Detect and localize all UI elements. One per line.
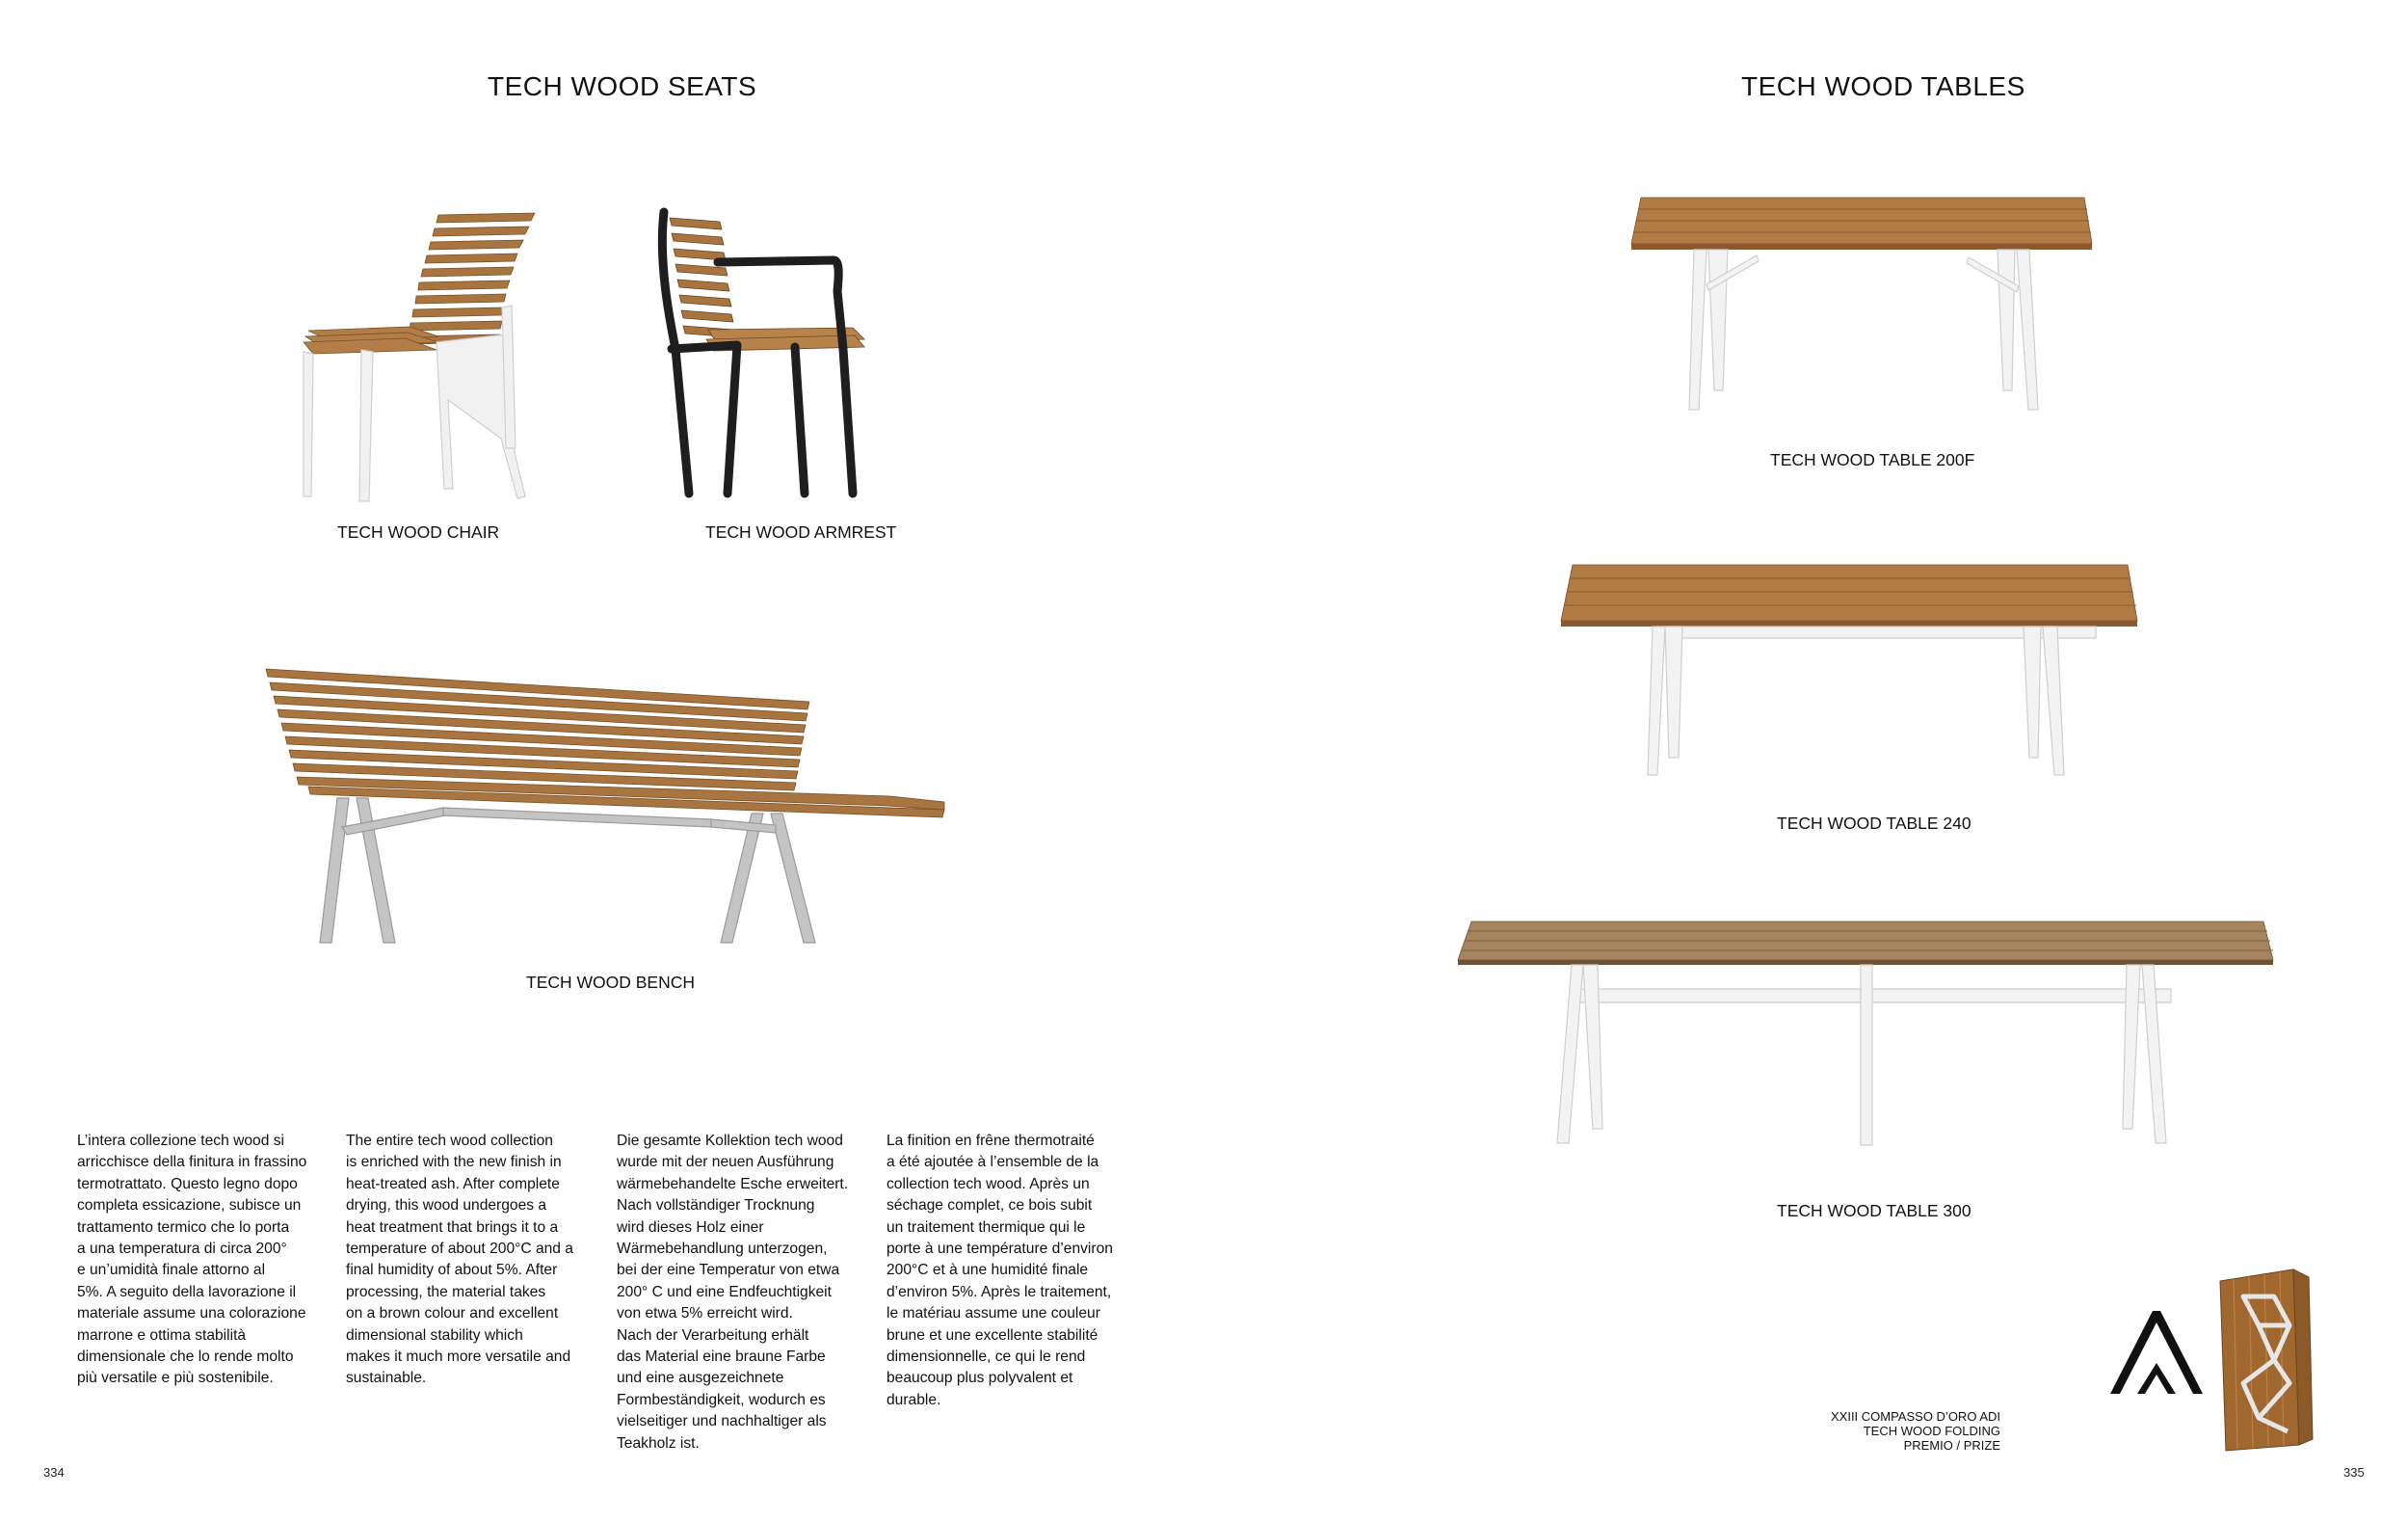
- compasso-doro-logo: [2108, 1309, 2205, 1396]
- bench-image: [251, 663, 944, 952]
- text-column-german: Die gesamte Kollektion tech wood wurde mit der neuen Ausführung wärmebehandelte Esche erweitert. Nach vollständiger Trocknung wird dieses Holz einer Wärmebehandlung unterzogen, bei der eine Temperatur von etwa 200° C und eine Endfeuchtigkeit von etwa 5% erreicht wird. Nach der Verarbeitung erhält das Material eine braune Farbe und eine ausgezeichnete Formbeständigkeit, wodurch es vielseitiger und nachhaltiger als Teakholz ist.: [617, 1133, 849, 1452]
- prize-caption: [1779, 1409, 2000, 1453]
- prize-line-2: TECH WOOD FOLDING: [1863, 1424, 2000, 1438]
- text-column-french: La finition en frêne thermotraité a été ajoutée à l’ensemble de la collection tech wood. Après un séchage complet, ce bois subit un traitement thermique qui le porte à une température d’environ 200°C et à une humidité finale d’environ 5%. Après le traitement, le matériau assume une couleur brune et une excellente stabilité dimensionnelle, ce qui le rend beaucoup plus polyvalent et durable.: [886, 1133, 1113, 1408]
- table-240-caption: TECH WOOD TABLE 240: [1777, 814, 1971, 833]
- armrest-caption: TECH WOOD ARMREST: [705, 522, 897, 542]
- text-column-english: The entire tech wood collection is enriched with the new finish in heat-treated ash. After complete drying, this wood undergoes a heat treatment that brings it to a temperature of about 200°C and a final humidity of about 5%. After processing, the material takes on a brown colour and excellent dimensional stability which makes it much more versatile and sustainable.: [346, 1133, 573, 1387]
- text-column-italian: L’intera collezione tech wood si arricchisce della finitura in frassino termotrattato. Questo legno dopo completa essicazione, subisce un trattamento termico che lo porta a una temperatura di circa 200° e un’umidità finale attorno al 5%. A seguito della lavorazione il materiale assume una colorazione marrone e ottima stabilità dimensionale che lo rende molto più versatile e più sostenibile.: [77, 1133, 307, 1387]
- table-240-image: [1561, 565, 2139, 782]
- prize-line-3: PREMIO / PRIZE: [1903, 1438, 2000, 1453]
- right-page-number: 335: [2343, 1465, 2365, 1480]
- right-page-title: TECH WOOD TABLES: [1741, 71, 2025, 101]
- chair-image: [294, 207, 535, 506]
- table-300-caption: TECH WOOD TABLE 300: [1777, 1201, 1971, 1220]
- tech-wood-folding-image: [2220, 1268, 2316, 1451]
- armrest-chair-image: [650, 204, 882, 503]
- left-page-number: 334: [43, 1465, 65, 1480]
- left-page-title: TECH WOOD SEATS: [488, 71, 757, 101]
- chair-caption: TECH WOOD CHAIR: [337, 522, 500, 542]
- prize-line-1: XXIII COMPASSO D’ORO ADI: [1830, 1409, 2000, 1424]
- table-200f-image: [1631, 198, 2094, 414]
- bench-caption: TECH WOOD BENCH: [526, 973, 695, 992]
- table-300-image: [1458, 921, 2277, 1148]
- table-200f-caption: TECH WOOD TABLE 200F: [1770, 450, 1975, 469]
